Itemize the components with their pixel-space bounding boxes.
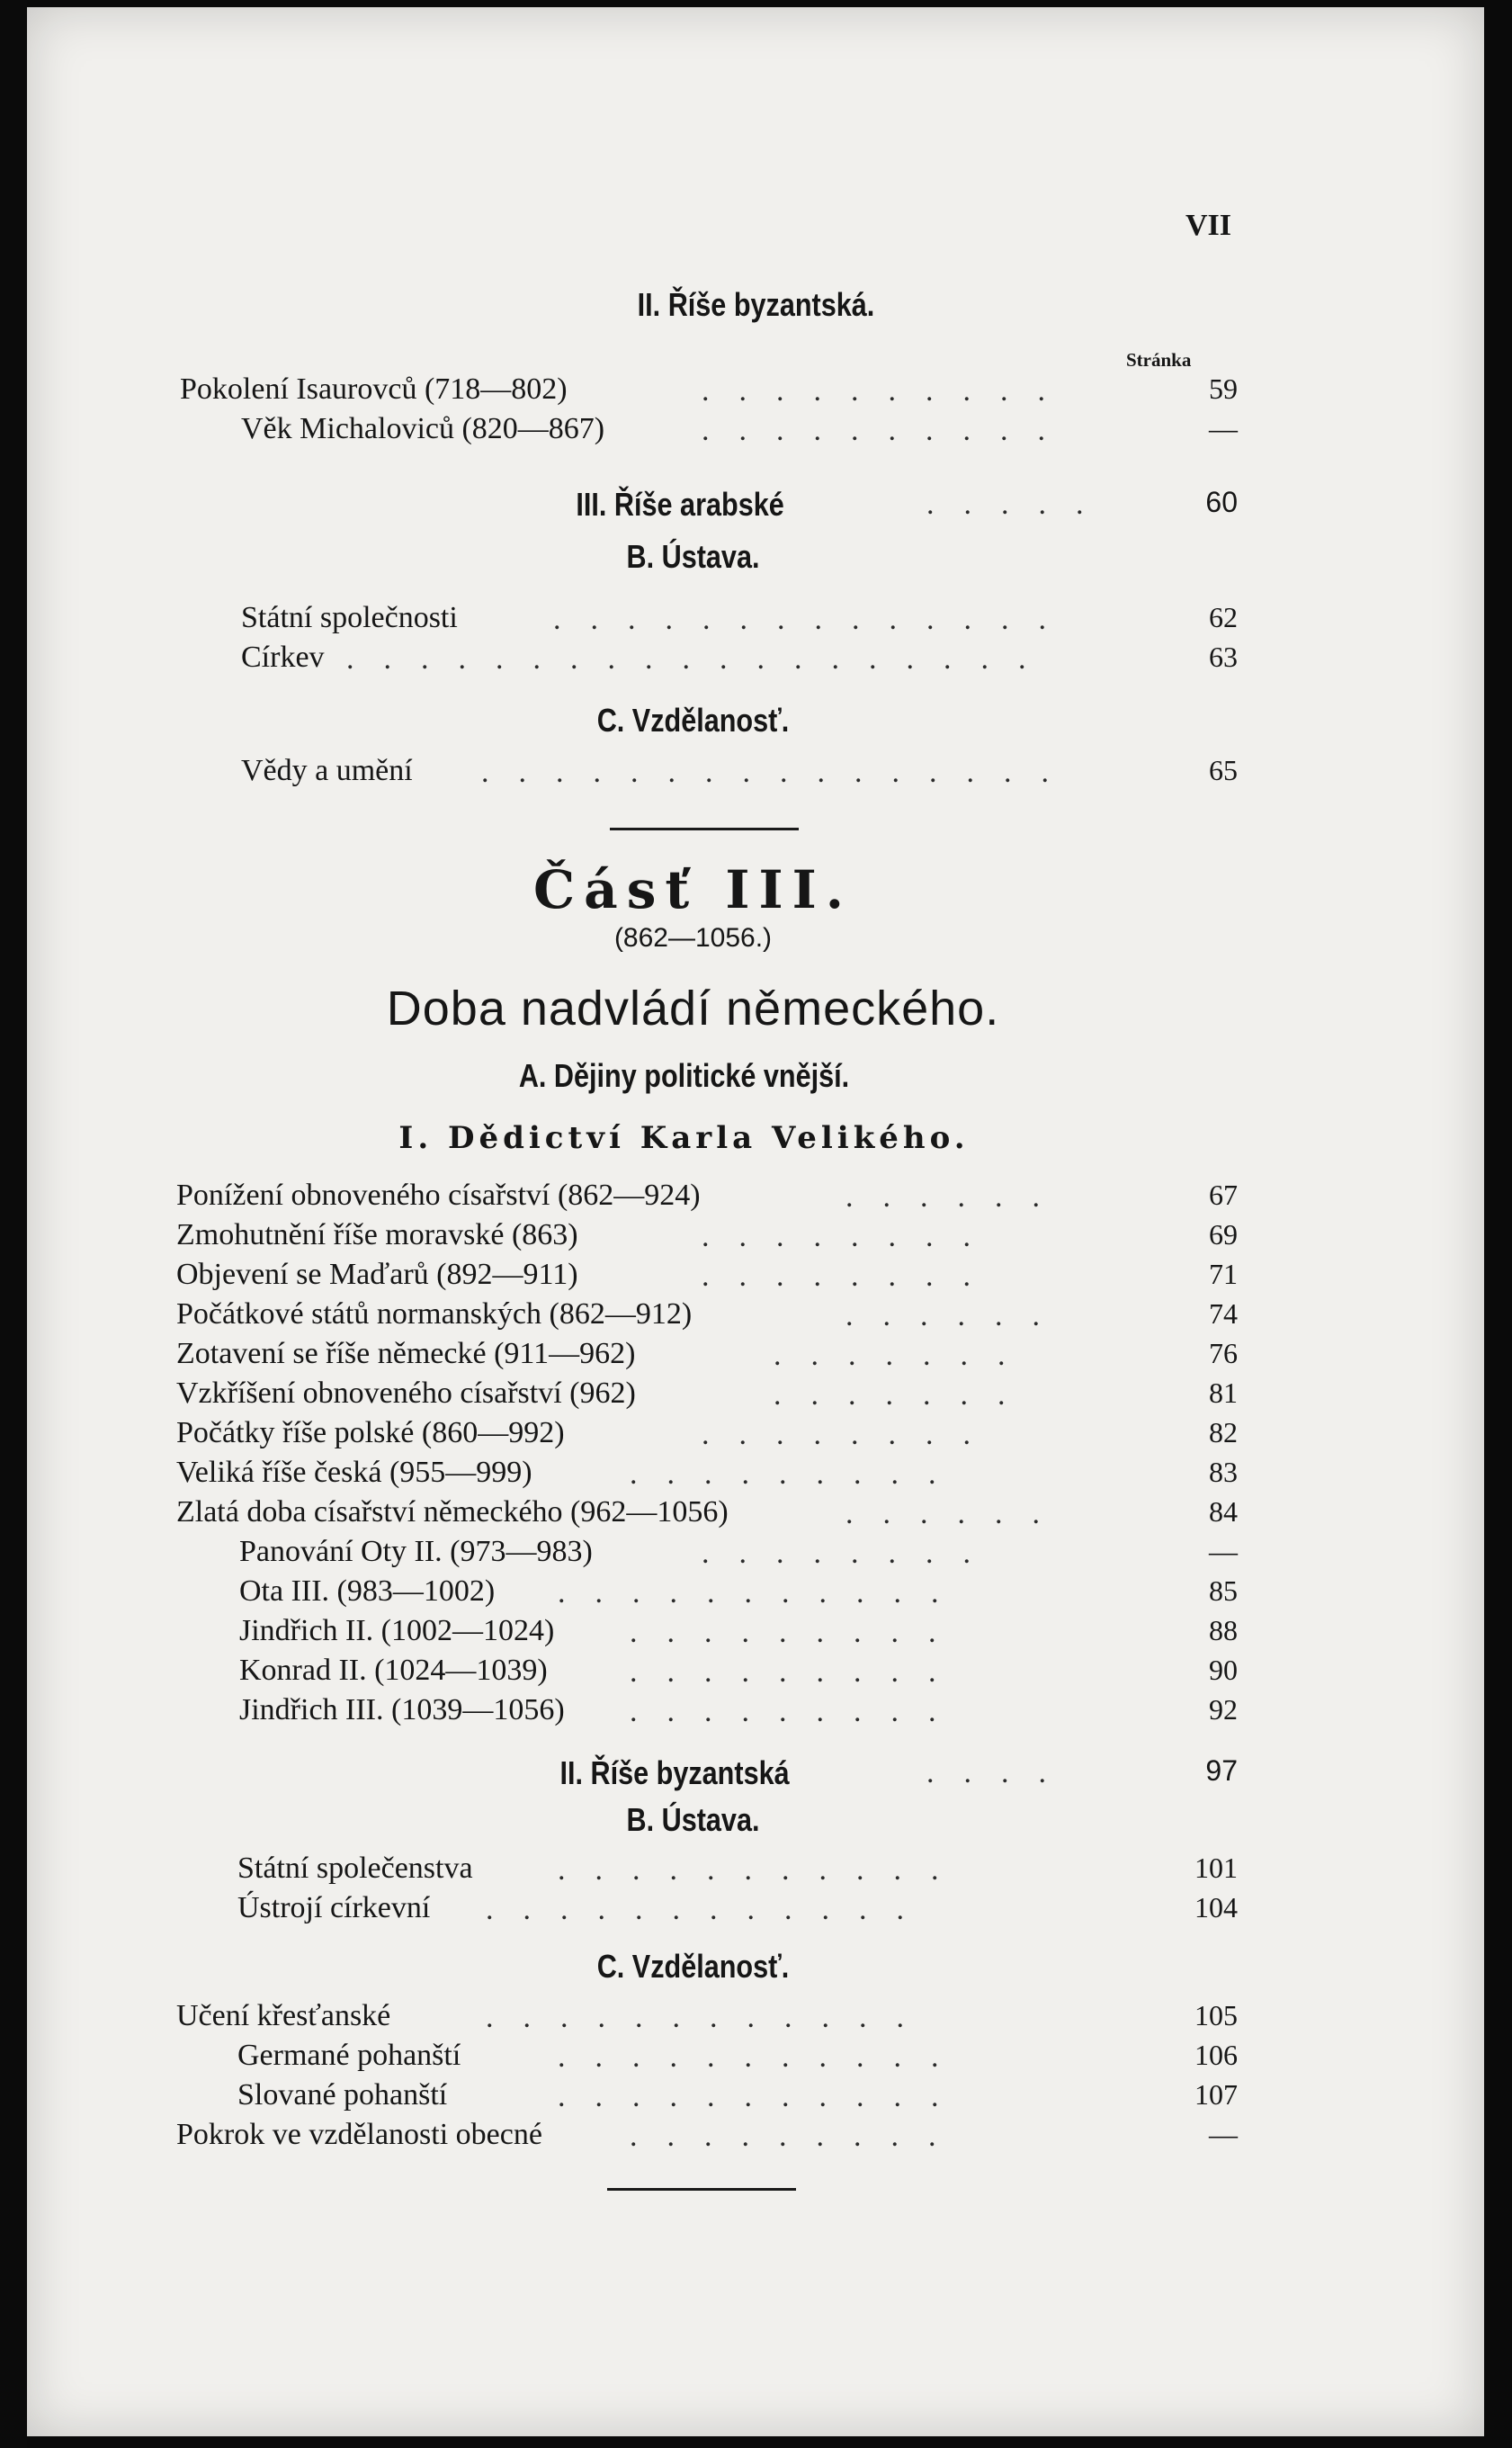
toc-entry-page: —	[1209, 412, 1238, 444]
leader-dots: .........	[630, 1695, 966, 1728]
toc-entry-page: —	[1209, 2118, 1238, 2150]
section-heading-vzdelanost-2: C. Vzdělanosť.	[596, 1948, 790, 1985]
toc-entry	[0, 2078, 1512, 2121]
toc-entry-label: Počátkové států normanských (862—912)	[176, 1297, 693, 1331]
toc-entry-page: 65	[1209, 754, 1238, 786]
toc-entry-page: 63	[1209, 641, 1238, 673]
toc-entry	[0, 1376, 1512, 1420]
leader-dots: ....	[926, 1756, 1076, 1789]
toc-entry-page: 88	[1209, 1614, 1238, 1646]
toc-entry	[0, 1337, 1512, 1380]
toc-entry-page: 85	[1209, 1574, 1238, 1607]
toc-entry-label: Věk Michaloviců (820—867)	[241, 412, 605, 445]
section-heading-vzdelanost-1: C. Vzdělanosť.	[596, 702, 790, 739]
toc-entry-label: Objevení se Maďarů (892—911)	[176, 1258, 578, 1291]
toc-entry-label: Jindřich III. (1039—1056)	[239, 1693, 565, 1726]
toc-entry-label: Ponížení obnoveného císařství (862—924)	[176, 1179, 701, 1212]
toc-entry-page: 83	[1209, 1456, 1238, 1488]
column-header-page: Stránka	[1126, 349, 1192, 371]
toc-section-byzantine-2	[0, 1754, 1512, 1798]
leader-dots: ......	[845, 1497, 1069, 1530]
toc-entry-page: 74	[1209, 1297, 1238, 1330]
divider-rule	[607, 2188, 796, 2191]
toc-entry-page: 84	[1209, 1495, 1238, 1528]
toc-entry-page: 71	[1209, 1258, 1238, 1290]
section-heading-byzantine-1: II. Říše byzantská.	[637, 286, 875, 323]
section-heading-ustava-1: B. Ústava.	[626, 538, 760, 575]
section-arab-page: 60	[1205, 486, 1238, 518]
section-heading-dedictvi: I. Dědictví Karla Velikého.	[398, 1120, 970, 1156]
section-heading-arab: III. Říše arabské	[576, 486, 784, 523]
toc-entry-page: —	[1209, 1535, 1238, 1567]
leader-dots: ........	[702, 1260, 1000, 1293]
leader-dots: ...........	[558, 1853, 969, 1887]
toc-entry-label: Ústrojí církevní	[237, 1891, 431, 1924]
part-date-range: (862—1056.)	[613, 923, 773, 953]
leader-dots: ...........	[558, 2080, 969, 2113]
toc-entry-page: 81	[1209, 1376, 1238, 1409]
leader-dots: ........	[702, 1537, 1000, 1570]
toc-entry-page: 90	[1209, 1654, 1238, 1686]
toc-entry	[0, 1297, 1512, 1341]
leader-dots: ......	[845, 1299, 1069, 1332]
toc-entry-label: Zmohutnění říše moravské (863)	[176, 1218, 578, 1251]
toc-entry	[0, 1218, 1512, 1261]
leader-dots: ............	[486, 2001, 934, 2034]
part-heading: Čásť III.	[533, 859, 853, 920]
toc-entry	[0, 2118, 1512, 2161]
toc-entry	[0, 1614, 1512, 1657]
toc-entry-page: 59	[1209, 372, 1238, 405]
leader-dots: .........	[630, 1655, 966, 1689]
leader-dots: .........	[630, 2120, 966, 2153]
section-heading-dejiny: A. Dějiny politické vnější.	[518, 1057, 850, 1094]
leader-dots: .......	[774, 1378, 1035, 1412]
toc-entry-label: Církev	[241, 641, 325, 674]
toc-section-arab	[0, 486, 1512, 529]
toc-entry	[0, 601, 1512, 644]
leader-dots: .........	[630, 1616, 966, 1649]
toc-entry	[0, 412, 1512, 455]
leader-dots: ..............	[553, 603, 1076, 636]
toc-entry-label: Ota III. (983—1002)	[239, 1574, 496, 1608]
toc-entry-page: 69	[1209, 1218, 1238, 1251]
toc-entry	[0, 1654, 1512, 1697]
page-number: VII	[1185, 209, 1232, 242]
leader-dots: ......	[845, 1180, 1069, 1214]
toc-entry-label: Vědy a umění	[241, 754, 413, 787]
toc-entry-label: Počátky říše polské (860—992)	[176, 1416, 565, 1449]
leader-dots: .......	[774, 1339, 1035, 1372]
toc-entry-page: 76	[1209, 1337, 1238, 1369]
toc-entry-label: Germané pohanští	[237, 2039, 461, 2072]
toc-entry-label: Vzkříšení obnoveného císařství (962)	[176, 1376, 636, 1410]
toc-entry-page: 101	[1194, 1852, 1238, 1884]
leader-dots: ............	[486, 1893, 934, 1926]
toc-entry	[0, 2039, 1512, 2082]
toc-entry-label: Jindřich II. (1002—1024)	[239, 1614, 555, 1647]
toc-entry	[0, 1535, 1512, 1578]
toc-entry	[0, 1495, 1512, 1538]
leader-dots: ...................	[346, 642, 1056, 676]
leader-dots: ........	[702, 1418, 1000, 1451]
divider-rule	[610, 828, 799, 830]
toc-entry-page: 67	[1209, 1179, 1238, 1211]
toc-entry-label: Veliká říše česká (955—999)	[176, 1456, 532, 1489]
section-heading-ustava-2: B. Ústava.	[626, 1801, 760, 1838]
toc-entry-label: Zlatá doba císařství německého (962—1056)	[176, 1495, 729, 1529]
toc-entry	[0, 1258, 1512, 1301]
toc-entry-label: Zotavení se říše německé (911—962)	[176, 1337, 636, 1370]
section-heading-byzantine-2: II. Říše byzantská	[559, 1754, 790, 1791]
leader-dots: ........	[702, 1220, 1000, 1253]
toc-entry-label: Státní společenstva	[237, 1852, 473, 1885]
leader-dots: .....	[926, 488, 1114, 521]
leader-dots: ..........	[702, 414, 1075, 447]
toc-entry-label: Pokolení Isaurovců (718—802)	[180, 372, 568, 406]
toc-entry	[0, 641, 1512, 684]
toc-entry	[0, 1574, 1512, 1618]
leader-dots: .........	[630, 1457, 966, 1491]
toc-entry	[0, 1456, 1512, 1499]
toc-entry-label: Konrad II. (1024—1039)	[239, 1654, 548, 1687]
toc-entry	[0, 372, 1512, 416]
toc-entry	[0, 1179, 1512, 1222]
section-byzantine-2-page: 97	[1205, 1754, 1238, 1787]
toc-entry-page: 105	[1194, 1999, 1238, 2031]
toc-entry-label: Panování Oty II. (973—983)	[239, 1535, 593, 1568]
toc-entry-page: 92	[1209, 1693, 1238, 1726]
toc-entry	[0, 1693, 1512, 1736]
toc-entry	[0, 1416, 1512, 1459]
leader-dots: ..........	[702, 374, 1075, 408]
part-title: Doba nadvládí německého.	[386, 982, 1000, 1036]
toc-entry-page: 107	[1194, 2078, 1238, 2111]
toc-entry-label: Státní společnosti	[241, 601, 458, 634]
leader-dots: ...........	[558, 2040, 969, 2074]
leader-dots: ...........	[558, 1576, 969, 1610]
leader-dots: ................	[481, 756, 1078, 789]
toc-entry-page: 106	[1194, 2039, 1238, 2071]
toc-entry-label: Pokrok ve vzdělanosti obecné	[176, 2118, 542, 2151]
toc-entry-label: Učení křesťanské	[176, 1999, 391, 2032]
toc-entry-page: 62	[1209, 601, 1238, 633]
toc-entry-page: 104	[1194, 1891, 1238, 1923]
toc-entry	[0, 1891, 1512, 1934]
toc-entry	[0, 754, 1512, 797]
toc-entry-label: Slované pohanští	[237, 2078, 448, 2112]
toc-entry	[0, 1852, 1512, 1895]
toc-entry	[0, 1999, 1512, 2042]
toc-entry-page: 82	[1209, 1416, 1238, 1448]
